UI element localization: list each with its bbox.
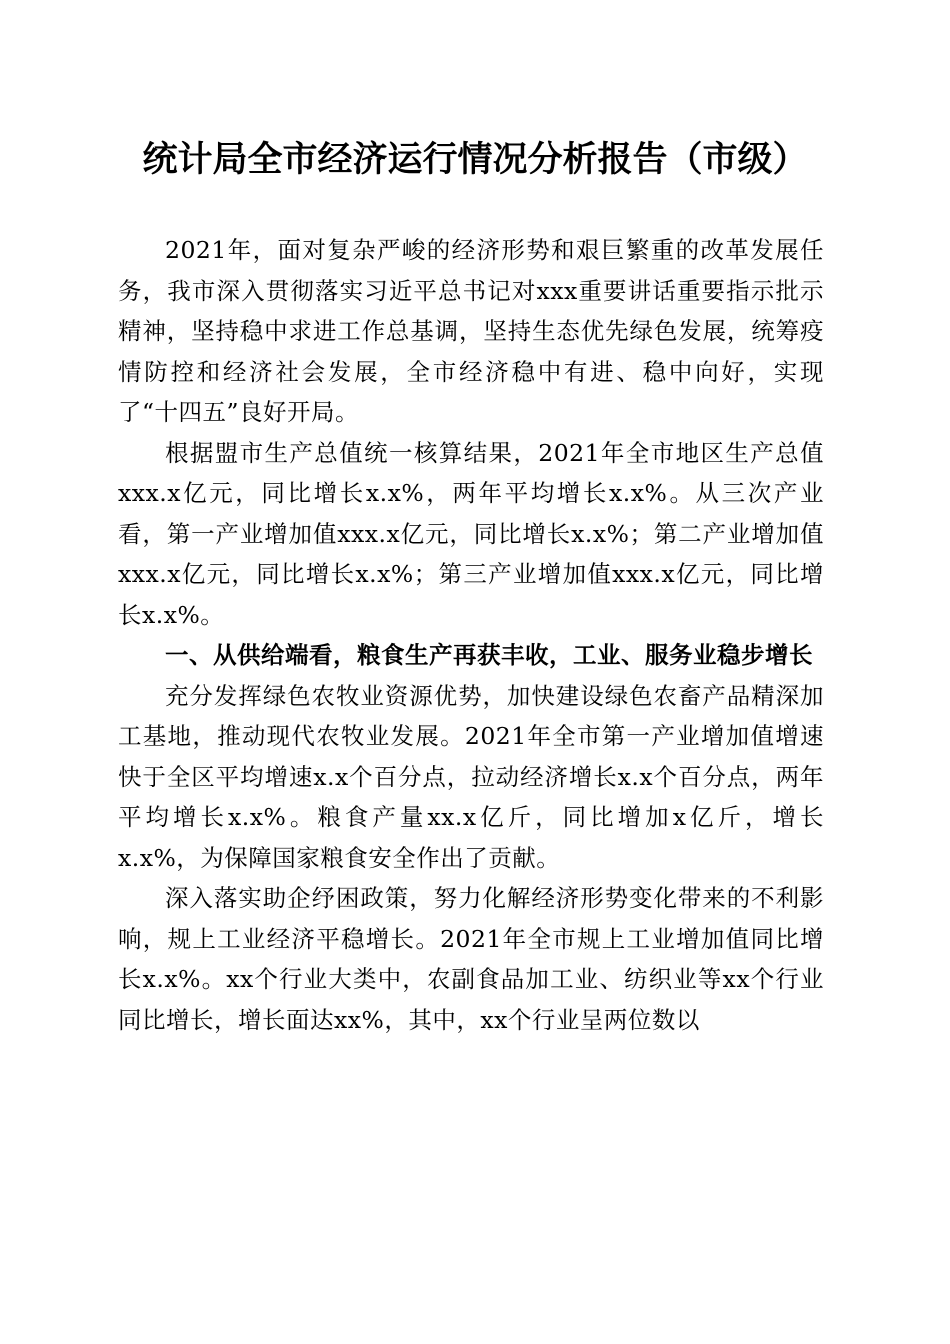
document-body xyxy=(118,230,824,1040)
intro-paragraph-2: 根据盟市生产总值统一核算结果，2021年全市地区生产总值xxx.x亿元，同比增长x.x%，两年平均增长x.x%。从三次产业看，第一产业增加值xxx.x亿元，同比增长x.x%；第二产业增加值xxx.x亿元，同比增长x.x%；第三产业增加值xxx.x亿元，同比增长x.x%。 xyxy=(118,438,824,629)
document-title: 统计局全市经济运行情况分析报告（市级） xyxy=(142,140,808,180)
section-heading-1: 一、从供给端看，粮食生产再获丰收，工业、服务业稳步增长 xyxy=(165,641,813,669)
section-1-paragraph-1: 充分发挥绿色农牧业资源优势，加快建设绿色农畜产品精深加工基地，推动现代农牧业发展。2021年全市第一产业增加值增速快于全区平均增速x.x个百分点，拉动经济增长x.x个百分点，两年平均增长x.x%。粮食产量xx.x亿斤，同比增加x亿斤，增长x.x%，为保障国家粮食安全作出了贡献。 xyxy=(118,681,824,872)
section-1-paragraph-2: 深入落实助企纾困政策，努力化解经济形势变化带来的不利影响，规上工业经济平稳增长。2021年全市规上工业增加值同比增长x.x%。xx个行业大类中，农副食品加工业、纺织业等xx个行业同比增长，增长面达xx%，其中，xx个行业呈两位数以 xyxy=(118,884,824,1034)
intro-paragraph-1: 2021年，面对复杂严峻的经济形势和艰巨繁重的改革发展任务，我市深入贯彻落实习近平总书记对xxx重要讲话重要指示批示精神，坚持稳中求进工作总基调，坚持生态优先绿色发展，统筹疫情防控和经济社会发展，全市经济稳中有进、稳中向好，实现了“十四五”良好开局。 xyxy=(118,236,824,426)
